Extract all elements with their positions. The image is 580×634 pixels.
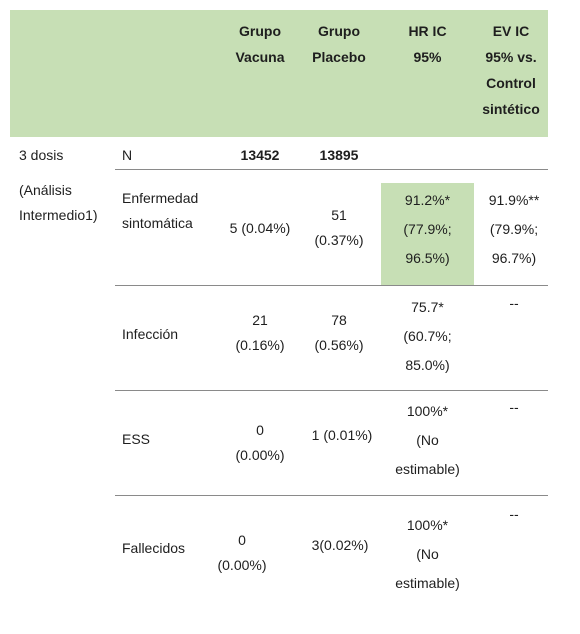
- ess-ev: --: [509, 399, 519, 415]
- header-placebo-group: Grupo Placebo: [312, 23, 366, 65]
- dose-group-label: 3 dosis: [19, 147, 64, 163]
- row-label-deaths: Fallecidos: [122, 540, 186, 556]
- header-hr-ci: HR IC 95%: [408, 23, 447, 65]
- ess-vaccine: 0 (0.00%): [235, 422, 285, 463]
- ess-hr: 100%* (No estimable): [395, 403, 460, 477]
- infection-vaccine: 21 (0.16%): [235, 312, 285, 353]
- infection-hr: 75.7* (60.7%; 85.0%): [403, 299, 452, 373]
- n-placebo: 13895: [319, 147, 359, 163]
- deaths-placebo: 3(0.02%): [311, 537, 369, 553]
- deaths-ev: --: [509, 506, 519, 522]
- header-vaccine-group: Grupo Vacuna: [235, 23, 285, 65]
- symptomatic-ev: 91.9%** (79.9%; 96.7%): [488, 192, 540, 266]
- infection-ev: --: [509, 295, 519, 311]
- n-row-label: N: [122, 147, 133, 163]
- symptomatic-vaccine: 5 (0.04%): [229, 220, 291, 236]
- deaths-vaccine: 0 (0.00%): [217, 532, 267, 573]
- n-vaccine: 13452: [240, 147, 280, 163]
- symptomatic-hr: 91.2%* (77.9%; 96.5%): [403, 192, 452, 266]
- row-label-infection: Infección: [122, 326, 179, 342]
- row-separator: [115, 285, 548, 286]
- row-separator: [115, 169, 548, 170]
- ess-placebo: 1 (0.01%): [311, 427, 373, 443]
- symptomatic-placebo: 51 (0.37%): [314, 207, 364, 248]
- row-separator: [115, 495, 548, 496]
- row-label-symptomatic: Enfermedad sintomática: [122, 190, 199, 231]
- header-ev-ci: EV IC 95% vs. Control sintético: [482, 23, 540, 117]
- row-separator: [115, 390, 548, 391]
- analysis-label: (Análisis Intermedio1): [19, 182, 98, 223]
- infection-placebo: 78 (0.56%): [314, 312, 364, 353]
- deaths-hr: 100%* (No estimable): [395, 517, 460, 591]
- row-label-ess: ESS: [122, 431, 151, 447]
